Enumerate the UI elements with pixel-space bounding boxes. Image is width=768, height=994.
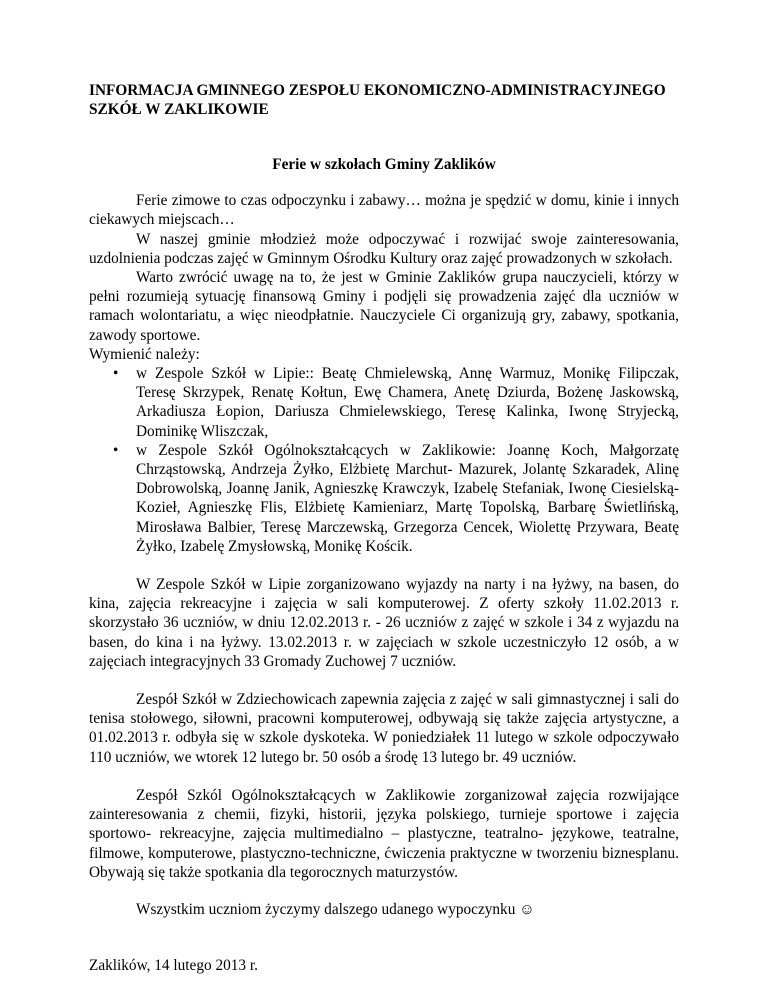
- paragraph-zaklikow: Zespół Szkól Ogólnokształcących w Zaklikowie zorganizował zajęcia rozwijające zainteresowania z chemii, fizyki, historii, języka polskiego, turnieje sportowe i zajęcia sportowo- rekreacyjne, zajęcia multimedialno – plastyczne, teatralno- językowe, teatralne, filmowe, komputerowe, plastyczno-techniczne, ćwiczenia praktyczne w tworzeniu biznesplanu. Obywają się także spotkania dla tegorocznych maturzystów.: [89, 786, 679, 881]
- teacher-list: [89, 364, 679, 556]
- spacer: [89, 556, 679, 575]
- paragraph-zdziechowice: Zespół Szkół w Zdziechowicach zapewnia zajęcia z zajęć w sali gimnastycznej i sali do tenisa stołowego, siłowni, pracowni komputerowej, odbywają się także zajęcia artystyczne, a 01.02.2013 r. odbyła się w szkole dyskoteka. W poniedziałek 11 lutego w szkole odpoczywało 110 uczniów, we wtorek 12 lutego br. 50 osób a środę 13 lutego br. 49 uczniów.: [89, 691, 679, 766]
- spacer: [89, 767, 679, 786]
- list-item-text: w Zespole Szkół Ogólnokształcących w Zaklikowie: Joannę Koch, Małgorzatę Chrząstowską, Andrzeja Żyłko, Elżbietę Marchut- Mazurek, Jolantę Szkaradek, Alinę Dobrowolską, Joannę Janik, Agnieszkę Krawczyk, Izabelę Stefaniak, Iwonę Ciesielską-Kozieł, Agnieszkę Flis, Elżbietę Kamieniarz, Martę Topolską, Barbarę Świetlińską, Mirosława Balbier, Teresę Marczewską, Grzegorza Cencek, Wiolettę Przywara, Beatę Żyłko, Izabelę Zmysłowską, Monikę Kościk.: [136, 441, 679, 555]
- paragraph-intro: Ferie zimowe to czas odpoczynku i zabawy… można je spędzić w domu, kinie i innych ciekawych miejscach…: [89, 192, 679, 229]
- bullet-icon: •: [113, 441, 119, 459]
- document-content: [89, 81, 679, 975]
- list-item-text: w Zespole Szkół w Lipie:: Beatę Chmielewską, Annę Warmuz, Monikę Filipczak, Teresę Skrzypek, Renatę Kołtun, Ewę Chamera, Anetę Dziurda, Bożenę Jaskowską, Arkadiusza Łopion, Dariusza Chmielewskiego, Teresę Kalinka, Iwonę Stryjecką, Dominikę Wliszczak,: [136, 365, 679, 440]
- document-subtitle: Ferie w szkołach Gminy Zaklików: [272, 156, 496, 173]
- paragraph-gmina: W naszej gminie młodzież może odpoczywać i rozwijać swoje zainteresowania, uzdolnienia podczas zajęć w Gminnym Ośrodku Kultury oraz zajęć prowadzonych w szkołach.: [89, 230, 679, 267]
- title-line-1: INFORMACJA GMINNEGO ZESPOŁU EKONOMICZNO-ADMINISTRACYJNEGO: [89, 82, 666, 99]
- paragraph-lipa: W Zespole Szkół w Lipie zorganizowano wyjazdy na narty i na łyżwy, na basen, do kina, zajęcia rekreacyjne i zajęcia w sali komputerowej. Z oferty szkoły 11.02.2013 r. skorzystało 36 uczniów, w dniu 12.02.2013 r. - 26 uczniów z zajęć w szkole i 34 z wyjazdu na basen, do kina i na łyżwy. 13.02.2013 r. w zajęciach w szkole uczestniczyło 12 osób, a w zajęciach integracyjnych 33 Gromady Zuchowej 7 uczniów.: [89, 576, 679, 670]
- paragraph-teachers: Warto zwrócić uwagę na to, że jest w Gminie Zaklików grupa nauczycieli, którzy w pełni rozumieją sytuację finansową Gminy i podjęli się prowadzenia zajęć dla uczniów w ramach wolontariatu, a więc nieodpłatnie. Nauczyciele Ci organizują gry, zabawy, spotkania, zawody sportowe.: [89, 269, 679, 344]
- title-line-2: SZKÓŁ W ZAKLIKOWIE: [89, 101, 269, 118]
- list-intro: Wymienić należy:: [89, 345, 200, 363]
- document-title: [89, 81, 679, 119]
- bullet-icon: •: [113, 365, 119, 383]
- list-item: [113, 364, 679, 441]
- place-and-date: Zaklików, 14 lutego 2013 r.: [89, 957, 258, 975]
- list-item: [113, 441, 679, 556]
- closing-wish: Wszystkim uczniom życzymy dalszego udanego wypoczynku ☺: [136, 900, 535, 918]
- spacer: [89, 671, 679, 690]
